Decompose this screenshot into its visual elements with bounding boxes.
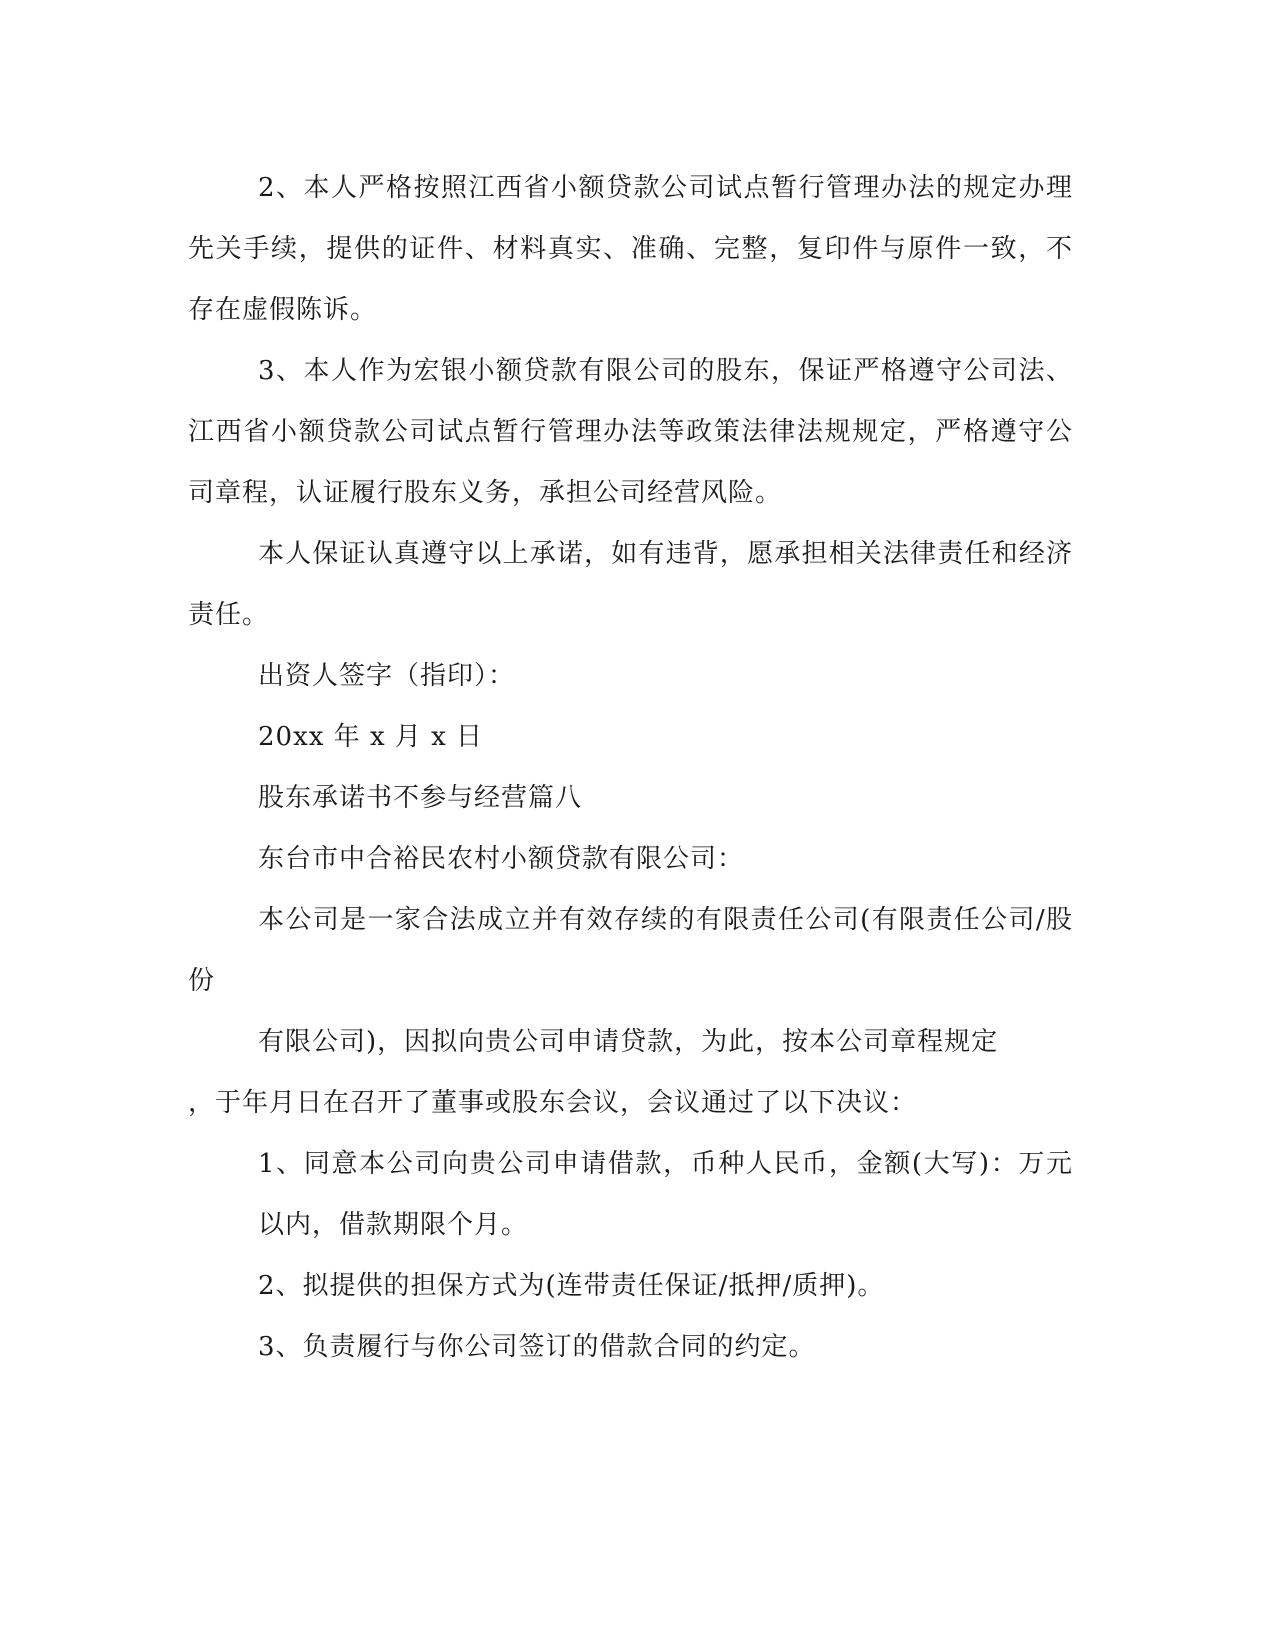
- signature-label: 出资人签字（指印）：: [258, 661, 516, 691]
- paragraph-company-intro-cont: 有限公司)，因拟向贵公司申请贷款，为此，按本公司章程规定: [258, 1027, 999, 1057]
- addressee: 东台市中合裕民农村小额贷款有限公司：: [258, 844, 745, 874]
- paragraph-item-3: 3、本人作为宏银小额贷款有限公司的股东，保证严格遵守公司法、江西省小额贷款公司试点暂行管理办法等政策法律法规规定，严格遵守公司章程，认证履行股东义务，承担公司经营风险。: [188, 356, 1073, 508]
- resolution-item-2: 2、拟提供的担保方式为(连带责任保证/抵押/质押)。: [258, 1271, 885, 1301]
- paragraph-pledge: 本人保证认真遵守以上承诺，如有违背，愿承担相关法律责任和经济责任。: [188, 539, 1073, 630]
- paragraph-meeting: ，于年月日在召开了董事或股东会议，会议通过了以下决议：: [188, 1088, 918, 1118]
- resolution-item-1: 1、同意本公司向贵公司申请借款，币种人民币，金额(大写)：万元以内，借款期限个月。: [258, 1149, 1073, 1240]
- date-line: 20xx 年 x 月 x 日: [258, 722, 484, 752]
- section-title: 股东承诺书不参与经营篇八: [258, 783, 583, 813]
- paragraph-company-intro: 本公司是一家合法成立并有效存续的有限责任公司(有限责任公司/股份: [188, 905, 1073, 996]
- document-body: [188, 158, 1073, 1378]
- paragraph-item-2: 2、本人严格按照江西省小额贷款公司试点暂行管理办法的规定办理先关手续，提供的证件、材料真实、准确、完整，复印件与原件一致，不存在虚假陈诉。: [188, 173, 1073, 325]
- resolution-item-3: 3、负责履行与你公司签订的借款合同的约定。: [258, 1332, 816, 1362]
